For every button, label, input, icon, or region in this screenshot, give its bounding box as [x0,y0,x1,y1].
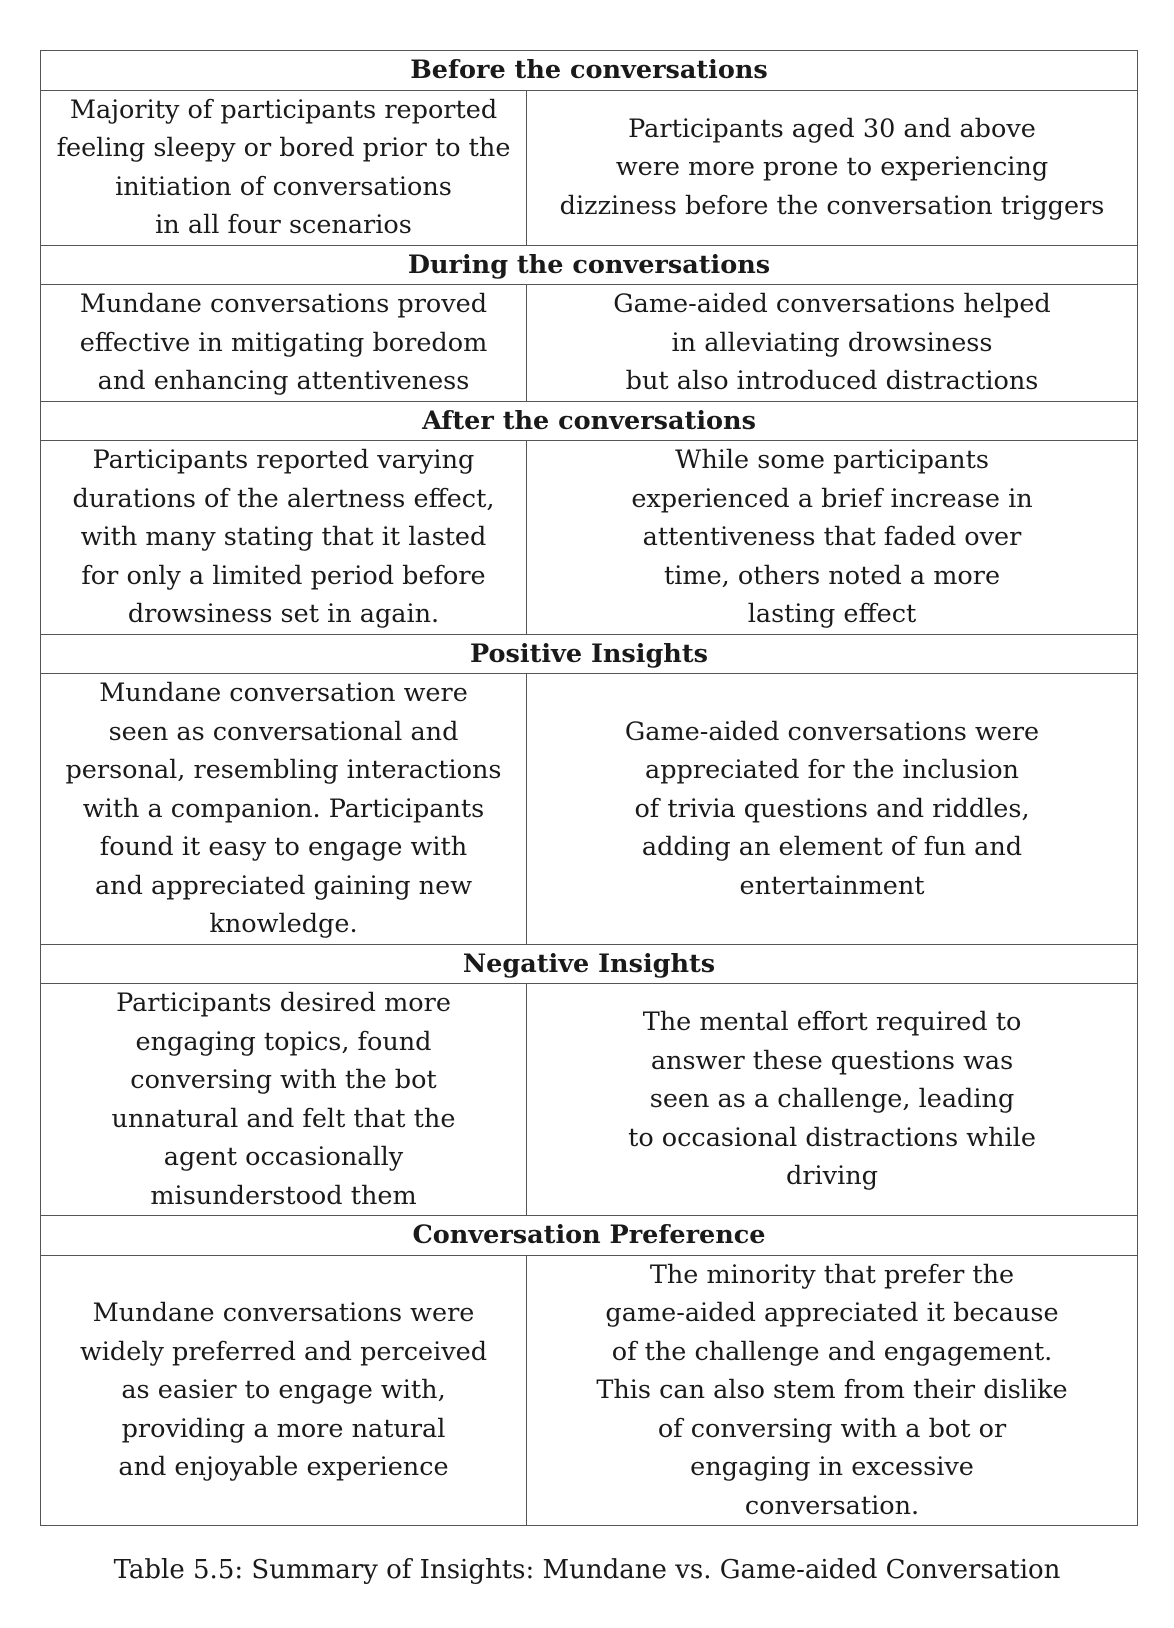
mundane-cell-negative: Participants desired more engaging topics, found conversing with the bot unnatural and felt that the agent occasionally misunderstood them [41,984,527,1216]
mundane-cell-positive: Mundane conversation were seen as conversational and personal, resembling interactions with a companion. Participants found it easy to engage with and appreciated gaining new knowledge. [41,674,527,945]
insights-table-container [40,50,1137,1526]
table-row [41,674,1138,945]
mundane-cell-after: Participants reported varying durations of the alertness effect, with many stating that it lasted for only a limited period before drowsiness set in again. [41,441,527,635]
table-caption: Table 5.5: Summary of Insights: Mundane vs. Game-aided Conversation [113,1555,1061,1585]
section-header-during: During the conversations [41,245,1138,285]
table-row [41,984,1138,1216]
game-aided-cell-preference: The minority that prefer the game-aided appreciated it because of the challenge and engagement. This can also stem from their dislike of conversing with a bot or engaging in excessive conversation. [527,1255,1138,1526]
table-row [41,441,1138,635]
section-header-row [41,944,1138,984]
game-aided-cell-after: While some participants experienced a brief increase in attentiveness that faded over time, others noted a more lasting effect [527,441,1138,635]
game-aided-cell-positive: Game-aided conversations were appreciated for the inclusion of trivia questions and riddles, adding an element of fun and entertainment [527,674,1138,945]
table-row [41,1255,1138,1526]
game-aided-cell-before: Participants aged 30 and above were more prone to experiencing dizziness before the conversation triggers [527,90,1138,245]
section-header-row [41,51,1138,91]
table-row [41,90,1138,245]
mundane-cell-before: Majority of participants reported feeling sleepy or bored prior to the initiation of conversations in all four scenarios [41,90,527,245]
section-header-positive: Positive Insights [41,634,1138,674]
section-header-preference: Conversation Preference [41,1216,1138,1256]
game-aided-cell-during: Game-aided conversations helped in alleviating drowsiness but also introduced distractions [527,285,1138,402]
mundane-cell-preference: Mundane conversations were widely preferred and perceived as easier to engage with, providing a more natural and enjoyable experience [41,1255,527,1526]
section-header-negative: Negative Insights [41,944,1138,984]
table-row [41,285,1138,402]
section-header-after: After the conversations [41,401,1138,441]
section-header-row [41,401,1138,441]
insights-table [40,50,1138,1526]
section-header-row [41,634,1138,674]
section-header-row [41,245,1138,285]
section-header-before: Before the conversations [41,51,1138,91]
mundane-cell-during: Mundane conversations proved effective in mitigating boredom and enhancing attentiveness [41,285,527,402]
game-aided-cell-negative: The mental effort required to answer these questions was seen as a challenge, leading to occasional distractions while driving [527,984,1138,1216]
section-header-row [41,1216,1138,1256]
